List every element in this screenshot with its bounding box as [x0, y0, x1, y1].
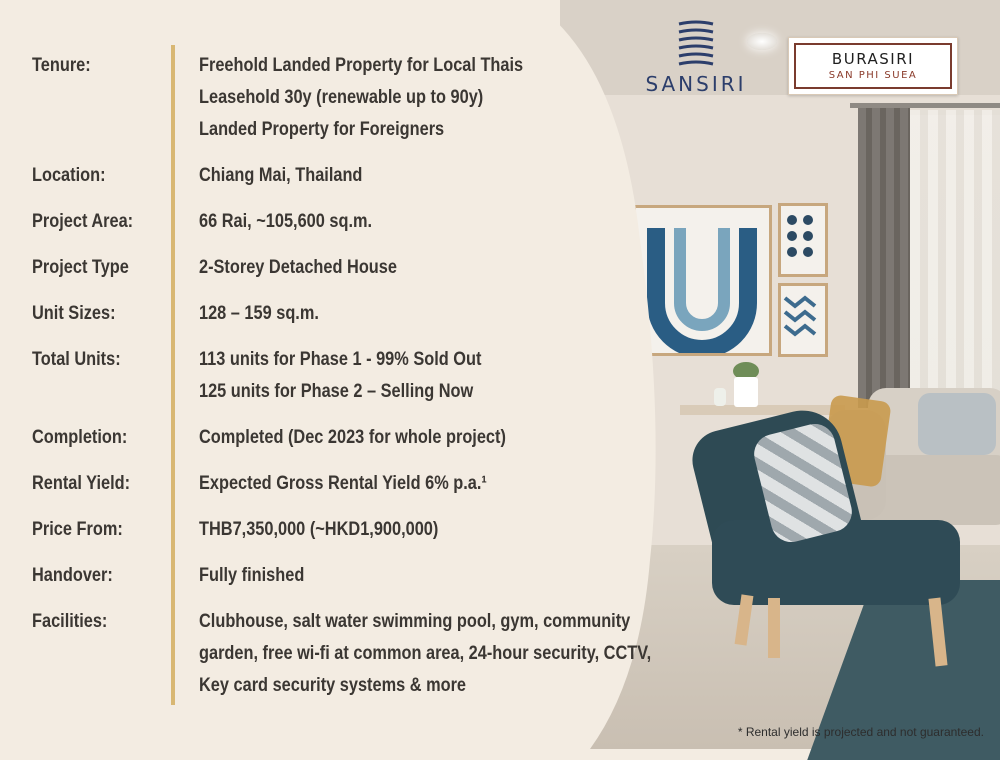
spec-label: Completion: [32, 427, 128, 448]
spec-row [32, 50, 712, 146]
developer-name: SANSIRI [645, 72, 747, 96]
spec-value-line: Completed (Dec 2023 for whole project) [199, 427, 506, 448]
project-subtitle: SAN PHI SUEA [828, 70, 918, 81]
spec-value [199, 422, 640, 454]
spec-row [32, 344, 712, 408]
footnote: * Rental yield is projected and not guaranteed. [737, 725, 984, 739]
spec-label: Rental Yield: [32, 473, 131, 494]
spec-value [199, 468, 640, 500]
spec-value-line: THB7,350,000 (~HKD1,900,000) [199, 519, 439, 540]
spec-label: Unit Sizes: [32, 303, 116, 324]
spec-value-line: Clubhouse, salt water swimming pool, gym, community [199, 611, 631, 632]
spec-value-line: Fully finished [199, 565, 305, 586]
spec-value-line: Landed Property for Foreigners [199, 119, 445, 140]
spec-value-line: garden, free wi-fi at common area, 24-hour security, CCTV, [199, 643, 652, 664]
spec-value-line: 125 units for Phase 2 – Selling Now [199, 381, 474, 402]
spec-row [32, 160, 712, 192]
spec-value-line: Key card security systems & more [199, 675, 467, 696]
spec-label: Location: [32, 165, 106, 186]
spec-label: Project Type [32, 257, 129, 278]
spec-label: Price From: [32, 519, 123, 540]
spec-row [32, 252, 712, 284]
spec-row [32, 514, 712, 546]
spec-table [32, 50, 712, 702]
spec-value [199, 252, 640, 284]
spec-label: Handover: [32, 565, 113, 586]
spec-value-line: Chiang Mai, Thailand [199, 165, 363, 186]
spec-value [199, 560, 640, 592]
spec-row [32, 298, 712, 330]
spec-row [32, 422, 712, 454]
spec-value [199, 160, 640, 192]
spec-row [32, 606, 712, 702]
spec-row [32, 206, 712, 238]
spec-value-line: Leasehold 30y (renewable up to 90y) [199, 87, 484, 108]
spec-value-line: 66 Rai, ~105,600 sq.m. [199, 211, 373, 232]
spec-value-line: Freehold Landed Property for Local Thais [199, 55, 524, 76]
spec-label: Project Area: [32, 211, 134, 232]
spec-value-line: Expected Gross Rental Yield 6% p.a.¹ [199, 473, 487, 494]
spec-value [199, 50, 640, 146]
spec-label: Tenure: [32, 55, 91, 76]
spec-label: Facilities: [32, 611, 108, 632]
project-name: BURASIRI [831, 50, 915, 68]
spec-label: Total Units: [32, 349, 121, 370]
spec-value [199, 344, 640, 408]
spec-value-line: 2-Storey Detached House [199, 257, 397, 278]
spec-row [32, 560, 712, 592]
spec-value [199, 298, 640, 330]
spec-value [199, 606, 652, 702]
spec-value [199, 206, 640, 238]
spec-value [199, 514, 640, 546]
spec-value-line: 128 – 159 sq.m. [199, 303, 319, 324]
spec-row [32, 468, 712, 500]
spec-value-line: 113 units for Phase 1 - 99% Sold Out [199, 349, 482, 370]
